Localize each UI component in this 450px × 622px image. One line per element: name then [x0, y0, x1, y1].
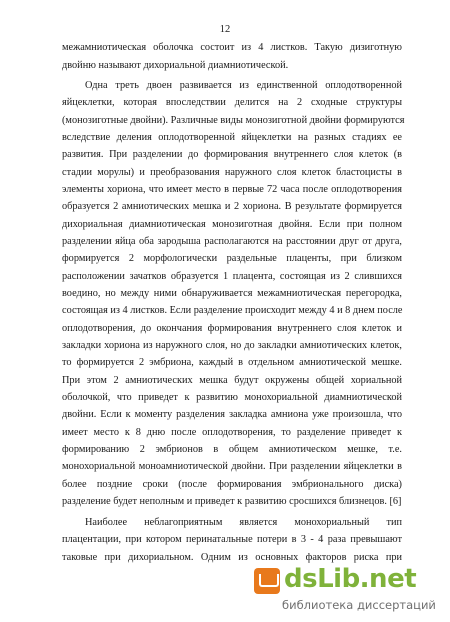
text-line: таковые при дихориальном. Одним из основных факторов риска при	[62, 552, 402, 563]
text-line: элементы хориона, что имеет место в первые 72 часа после оплодотворения	[62, 184, 402, 195]
text-line: расположении зачатков образуется 1 плацента, состоящая из 2 слившихся	[62, 271, 402, 282]
text-line: При этом 2 амниотических мешка будут окружены общей хориальной	[62, 375, 402, 386]
text-line: яйцеклетки, которая впоследствии делится на 2 сходные структуры	[62, 97, 402, 108]
text-line: образуется 2 амниотических мешка и 2 хориона. В результате формируется	[62, 201, 402, 212]
text-line: имеет место к 8 дню после оплодотворения, то разделение приведет к	[62, 427, 402, 438]
text-line: плацентации, при котором перинатальные потери в 3 - 4 раза превышают	[62, 534, 402, 545]
text-line: состоящая из 4 листков. Если разделение происходит между 4 и 8 днем после	[62, 305, 403, 316]
page-number: 12	[219, 24, 231, 35]
text-line: более поздние сроки (после формирования эмбрионального диска)	[62, 479, 402, 490]
text-line: воедино, но между ними обнаруживается межамниотическая перегородка,	[62, 288, 402, 299]
dslib-logo-icon	[254, 568, 280, 594]
text-line: двойню называют дихориальной диамниотической.	[62, 60, 289, 71]
text-line: разделение будет неполным и приведет к развитию сросшихся близнецов. [6]	[62, 496, 402, 507]
text-line: то формируется 2 эмбриона, каждый в отдельном амниотической мешке.	[62, 357, 402, 368]
text-line: Наиболее неблагоприятным является монохориальный тип	[85, 517, 402, 528]
text-line: формированию 2 эмбрионов в общем амниотическом мешке, т.е.	[62, 444, 402, 455]
text-line: развития. При разделении до формирования внутреннего слоя клеток (в	[62, 149, 402, 160]
watermark-subtitle: библиотека диссертаций	[282, 598, 436, 612]
text-line: монохориальной моноамниотической двойни. При разделении яйцеклетки в	[62, 461, 402, 472]
text-line: (монозиготные двойни). Различные виды монозиготной двойни формируются	[62, 115, 405, 126]
text-line: формируется 2 морфологически раздельные плаценты, при близком	[62, 253, 402, 264]
text-line: дихориальная диамниотическая монозиготная двойня. Если при полном	[62, 219, 402, 230]
text-line: оплодотворения, до окончания формирования внутреннего слоя клеток и	[62, 323, 402, 334]
dslib-watermark	[254, 564, 444, 616]
text-line: разделении яйца оба зародыша располагаются на расстоянии друг от друга,	[62, 236, 402, 247]
text-line: стадии морулы) и преобразования наружного слоя клеток бластоцисты в	[62, 167, 402, 178]
text-line: Одна треть двоен развивается из единственной оплодотворенной	[85, 80, 402, 91]
text-line: двойни. Если к моменту разделения закладка амниона уже произошла, что	[62, 409, 402, 420]
text-line: вследствие деления оплодотворенной яйцеклетки на разных стадиях ее	[62, 132, 402, 143]
text-line: оболочкой, что приведет к развитию монохориальной диамниотической	[62, 392, 402, 403]
text-line: закладки хориона из наружного слоя, но до закладки амниотических клеток,	[62, 340, 402, 351]
text-line: межамниотическая оболочка состоит из 4 листков. Такую дизиготную	[62, 42, 402, 53]
watermark-brand: dsLib.net	[284, 564, 417, 594]
